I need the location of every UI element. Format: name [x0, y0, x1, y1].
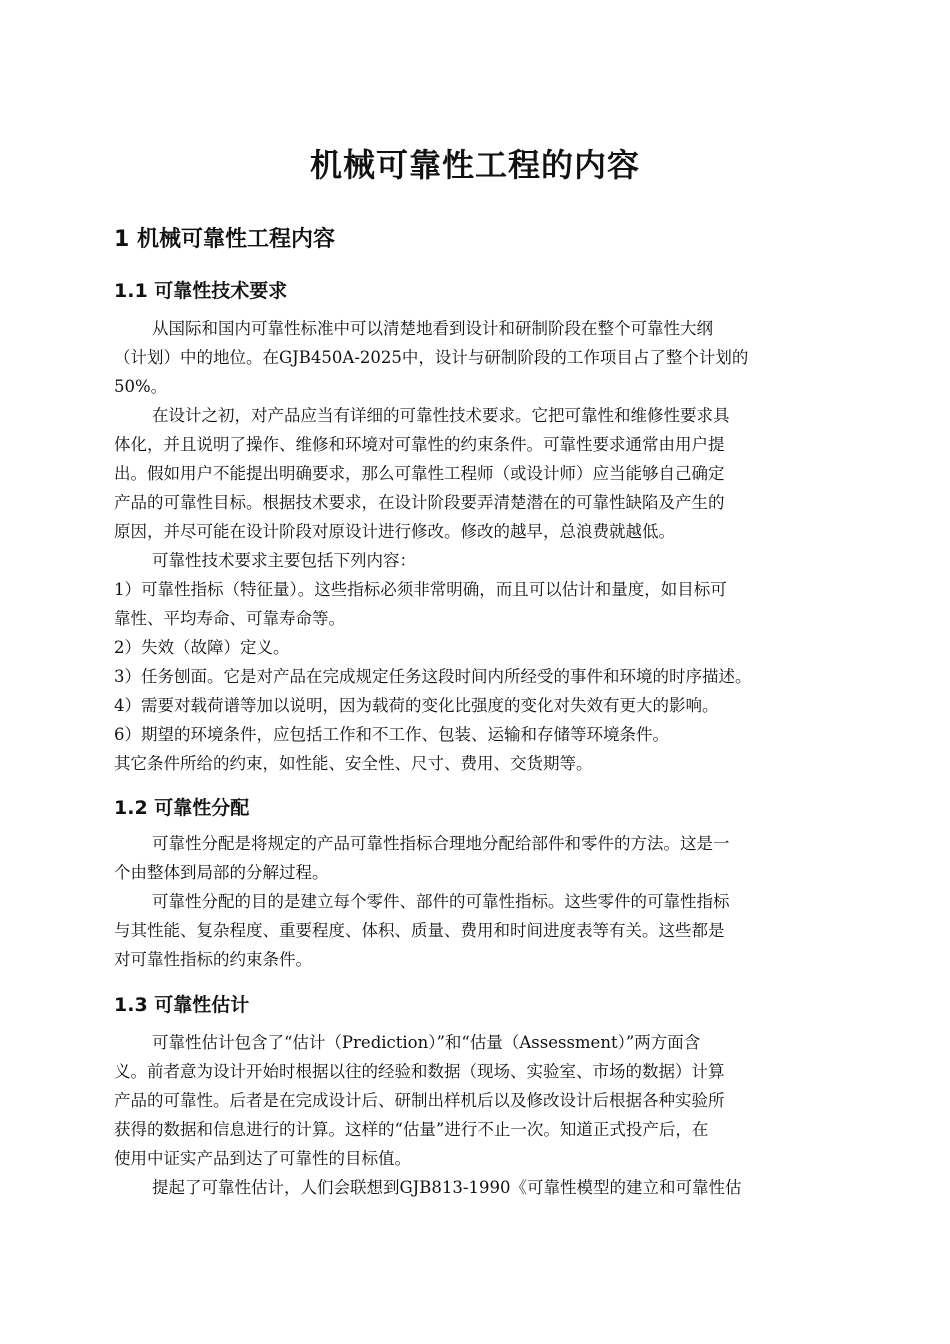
- paragraph-line: 从国际和国内可靠性标准中可以清楚地看到设计和研制阶段在整个可靠性大纲: [152, 319, 713, 338]
- paragraph-line: 体化，并且说明了操作、维修和环境对可靠性的约束条件。可靠性要求通常由用户提: [114, 435, 725, 454]
- paragraph-line: 出。假如用户不能提出明确要求，那么可靠性工程师（或设计师）应当能够自己确定: [114, 464, 725, 483]
- list-item: 6）期望的环境条件，应包括工作和不工作、包装、运输和存储等环境条件。: [114, 725, 669, 744]
- paragraph-line: 在设计之初，对产品应当有详细的可靠性技术要求。它把可靠性和维修性要求具: [152, 406, 730, 425]
- list-item: 其它条件所给的约束，如性能、安全性、尺寸、费用、交货期等。: [114, 754, 593, 773]
- section-1-1-body: [114, 314, 844, 778]
- list-item: 1）可靠性指标（特征量）。这些指标必须非常明确，而且可以估计和量度，如目标可: [114, 580, 727, 599]
- paragraph-line: （计划）中的地位。在GJB450A-2025中，设计与研制阶段的工作项目占了整个计划的: [114, 348, 749, 367]
- section-1-2-body: [114, 829, 844, 974]
- paragraph-line: 对可靠性指标的约束条件。: [114, 950, 312, 969]
- paragraph-line: 使用中证实产品到达了可靠性的目标值。: [114, 1149, 411, 1168]
- paragraph-line: 可靠性分配的目的是建立每个零件、部件的可靠性指标。这些零件的可靠性指标: [152, 892, 730, 911]
- list-item: 4）需要对载荷谱等加以说明，因为载荷的变化比强度的变化对失效有更大的影响。: [114, 696, 719, 715]
- paragraph-line: 个由整体到局部的分解过程。: [114, 863, 329, 882]
- list-item: 靠性、平均寿命、可靠寿命等。: [114, 609, 345, 628]
- document-title: 机械可靠性工程的内容: [309, 146, 640, 184]
- section-1-heading: 1 机械可靠性工程内容: [114, 227, 335, 252]
- paragraph-line: 原因，并尽可能在设计阶段对原设计进行修改。修改的越早，总浪费就越低。: [114, 522, 675, 541]
- paragraph-line: 产品的可靠性目标。根据技术要求，在设计阶段要弄清楚潜在的可靠性缺陷及产生的: [114, 493, 725, 512]
- section-1-3-heading: 1.3 可靠性估计: [114, 994, 250, 1016]
- paragraph-line: 产品的可靠性。后者是在完成设计后、研制出样机后以及修改设计后根据各种实验所: [114, 1091, 725, 1110]
- paragraph-line: 可靠性技术要求主要包括下列内容：: [152, 551, 416, 570]
- list-item: 3）任务刨面。它是对产品在完成规定任务这段时间内所经受的事件和环境的时序描述。: [114, 667, 752, 686]
- paragraph-line: 可靠性估计包含了“估计（Prediction）”和“估量（Assessment）”两方面含: [152, 1033, 701, 1052]
- section-1-1-heading: 1.1 可靠性技术要求: [114, 280, 288, 302]
- list-item: 2）失效（故障）定义。: [114, 638, 290, 657]
- paragraph-line: 与其性能、复杂程度、重要程度、体积、质量、费用和时间进度表等有关。这些都是: [114, 921, 725, 940]
- paragraph-line: 义。前者意为设计开始时根据以往的经验和数据（现场、实验室、市场的数据）计算: [114, 1062, 725, 1081]
- paragraph-line: 获得的数据和信息进行的计算。这样的“估量”进行不止一次。知道正式投产后，在: [114, 1120, 709, 1139]
- paragraph-line: 50%。: [114, 377, 168, 396]
- paragraph-line: 可靠性分配是将规定的产品可靠性指标合理地分配给部件和零件的方法。这是一: [152, 834, 730, 853]
- section-1-3-body: [114, 1028, 844, 1202]
- section-1-2-heading: 1.2 可靠性分配: [114, 797, 250, 819]
- paragraph-line: 提起了可靠性估计，人们会联想到GJB813-1990《可靠性模型的建立和可靠性估: [152, 1178, 742, 1197]
